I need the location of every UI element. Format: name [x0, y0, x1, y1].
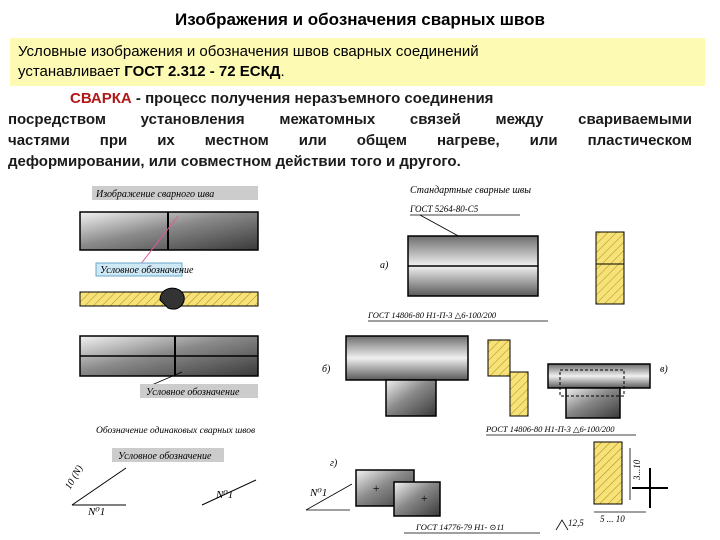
- definition-line1-rest: - процесс получения неразъемного соединения: [131, 90, 494, 107]
- plus-mark-1: +: [372, 481, 381, 495]
- plus-mark-2: +: [420, 491, 429, 505]
- section-b-bottom: [510, 372, 528, 416]
- mark-v: в): [660, 364, 668, 375]
- gost-d: ГОСТ 14776-79 Н1- ⊙11: [416, 522, 505, 532]
- n1-left: N⁰1: [88, 506, 106, 518]
- definition-term: СВАРКА: [70, 90, 132, 107]
- definition-line2: посредством установления межатомных связей между свариваемыми: [8, 111, 692, 128]
- left-header: Изображение сварного шва: [96, 189, 215, 200]
- gost-note-suffix: .: [280, 63, 285, 80]
- plate-b-top: [346, 336, 468, 380]
- gost-b: ГОСТ 14806-80 Н1-П-3 △6-100/200: [368, 310, 497, 320]
- left-figure-group: [63, 186, 258, 518]
- mark-b: б): [322, 364, 331, 375]
- plate-b-bottom: [386, 380, 436, 416]
- gost-v: РОСТ 14806-80 Н1-П-3 △6-100/200: [486, 424, 615, 434]
- gost-standard: ГОСТ 2.312 - 72 ЕСКД: [124, 63, 281, 80]
- leader-left-label: 10 (N): [63, 463, 86, 492]
- gost-note-prefix: устанавливает: [18, 63, 125, 80]
- mark-a: а): [380, 260, 389, 271]
- section-a-top: [596, 232, 624, 264]
- dim-5-10: 5 ... 10: [600, 514, 625, 524]
- section-b-top: [488, 340, 510, 376]
- gost-a-leader: [420, 215, 462, 238]
- plate-g-right: [394, 482, 440, 516]
- dim-3-10: 3...10: [632, 459, 642, 480]
- plate-v-bottom: [566, 388, 620, 418]
- label-conventional-2: Условное обозначение: [146, 387, 240, 398]
- definition-line4: деформировании, или совместном действии того и другого.: [8, 153, 461, 170]
- right-figure-group: [306, 185, 668, 533]
- right-header: Стандартные сварные швы: [410, 185, 531, 196]
- label-same-seams: Обозначение одинаковых сварных швов: [96, 426, 256, 436]
- section-a-bottom: [596, 264, 624, 304]
- label-conventional-3: Условное обозначение: [118, 451, 212, 462]
- mark-g: г): [330, 458, 338, 469]
- label-conventional-1: Условное обозначение: [100, 265, 194, 276]
- roughness-mark: [556, 520, 568, 530]
- gost-note-line1: Условные изображения и обозначения швов сварных соединений: [18, 43, 479, 60]
- definition-line3: частями при их местном или общем нагреве, или пластическом: [8, 132, 692, 149]
- section-g: [594, 442, 622, 504]
- plate-v-top: [548, 364, 650, 388]
- n1-mid: N⁰1: [216, 489, 234, 501]
- dim-12-5: 12,5: [568, 518, 584, 528]
- gost-a: ГОСТ 5264-80-С5: [410, 204, 479, 214]
- n1-right: N⁰1: [310, 487, 328, 499]
- page-title: Изображения и обозначения сварных швов: [175, 10, 545, 29]
